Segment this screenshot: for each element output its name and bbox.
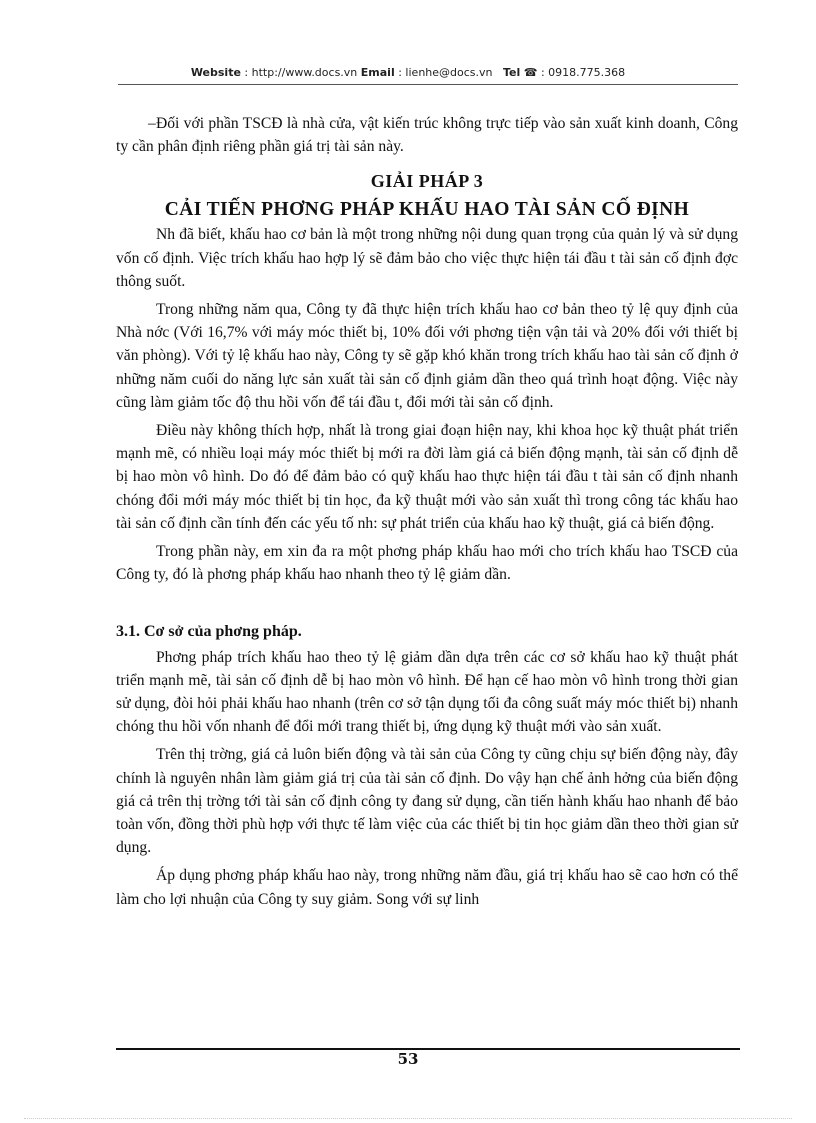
paragraph: Áp dụng phơng pháp khấu hao này, trong những năm đầu, giá trị khấu hao sẽ cao hơn có thể làm cho lợi nhuận của Công ty suy giảm. Song với sự linh (116, 867, 738, 908)
paragraph: Trên thị trờng, giá cả luôn biến động và tài sản của Công ty cũng chịu sự biến động này, đây chính là nguyên nhân làm giảm giá trị của tài sản cố định. Do vậy hạn chế ảnh hởng của biến động giá cả trên thị trờng tới tài sản cố định công ty đang sử dụng, cần tiến hành khấu hao nhanh để bảo toàn vốn, đồng thời phù hợp với thực tế làm việc của các thiết bị tin học giảm dần theo thời gian sử dụng. (116, 746, 738, 857)
bottom-dotted-border (24, 1118, 792, 1119)
document-body (116, 112, 738, 916)
paragraph: Phơng pháp trích khấu hao theo tỷ lệ giảm dần dựa trên các cơ sở khấu hao kỹ thuật phát triển mạnh mẽ, tài sản cố định dễ bị hao mòn vô hình. Để hạn cế hao mòn vô hình trong thời gian sử dụng, đòi hỏi phải khấu hao nhanh (trên cơ sở tận dụng tối đa công suất máy móc thiết bị) nhanh chóng thu hồi vốn nhanh để đổi mới trang thiết bị, ứng dụng kỹ thuật mới vào sản xuất. (116, 648, 738, 736)
dash-bullet: – (148, 115, 156, 132)
header-divider (118, 84, 738, 85)
paragraph: Điều này không thích hợp, nhất là trong giai đoạn hiện nay, khi khoa học kỹ thuật phát triển mạnh mẽ, có nhiều loại máy móc thiết bị mới ra đời làm giá cả biến động mạnh, tài sản cố định dễ bị hao mòn vô hình. Do đó để đảm bảo có quỹ khấu hao thực hiện tái đầu t tài sản cố định nhanh chóng đổi mới máy móc thiết bị tin học, đa kỹ thuật mới vào sản xuất thì trong công tác khấu hao tài sản cố định cần tính đến các yếu tố nh: sự phát triển của khấu hao kỹ thuật, giá cả biến động. (116, 422, 738, 532)
email-label: Email (360, 66, 395, 79)
solution-title: GIẢI PHÁP 3 (370, 171, 484, 192)
phone-icon: ☎ (523, 66, 538, 79)
paragraph: Trong phần này, em xin đa ra một phơng pháp khấu hao mới cho trích khấu hao TSCĐ của Công ty, đó là phơng pháp khấu hao nhanh theo tỷ lệ giảm dần. (116, 543, 738, 584)
paragraph: Trong những năm qua, Công ty đã thực hiện trích khấu hao cơ bản theo tỷ lệ quy định của Nhà nớc (Với 16,7% với máy móc thiết bị, 10% đối với phơng tiện vận tải và 20% đối với thiết bị văn phòng). Với tỷ lệ khấu hao này, Công ty sẽ gặp khó khăn trong trích khấu hao tài sản cố định ở những năm cuối do năng lực sản xuất tài sản cố định giảm dần theo quá trình hoạt động. Việc này cũng làm giảm tốc độ thu hồi vốn để tái đầu t, đổi mới tài sản cố định. (116, 301, 738, 411)
tel-label: Tel (503, 66, 521, 79)
email-value: : lienhe@docs.vn (394, 66, 496, 79)
website-label: Website (190, 66, 241, 79)
website-value: : http://www.docs.vn (240, 66, 361, 79)
section-heading: 3.1. Cơ sở của phơng pháp. (116, 623, 302, 641)
solution-subtitle: CẢI TIẾN PHƠNG PHÁP KHẤU HAO TÀI SẢN CỐ ĐỊNH (164, 199, 690, 221)
intro-text: Đối với phần TSCĐ là nhà cửa, vật kiến trúc không trực tiếp vào sản xuất kinh doanh, Công ty cần phân định riêng phần giá trị tài sản này. (116, 115, 738, 156)
page-header (0, 66, 816, 79)
tel-value: : 0918.775.368 (540, 66, 626, 79)
intro-paragraph (116, 112, 738, 158)
page-number: 53 (397, 1050, 419, 1068)
paragraph: Nh đã biết, khấu hao cơ bản là một trong những nội dung quan trọng của quản lý và sử dụng vốn cố định. Việc trích khấu hao hợp lý sẽ đảm bảo cho việc thực hiện tái đầu t tài sản cố định đợc thông suốt. (116, 226, 738, 290)
